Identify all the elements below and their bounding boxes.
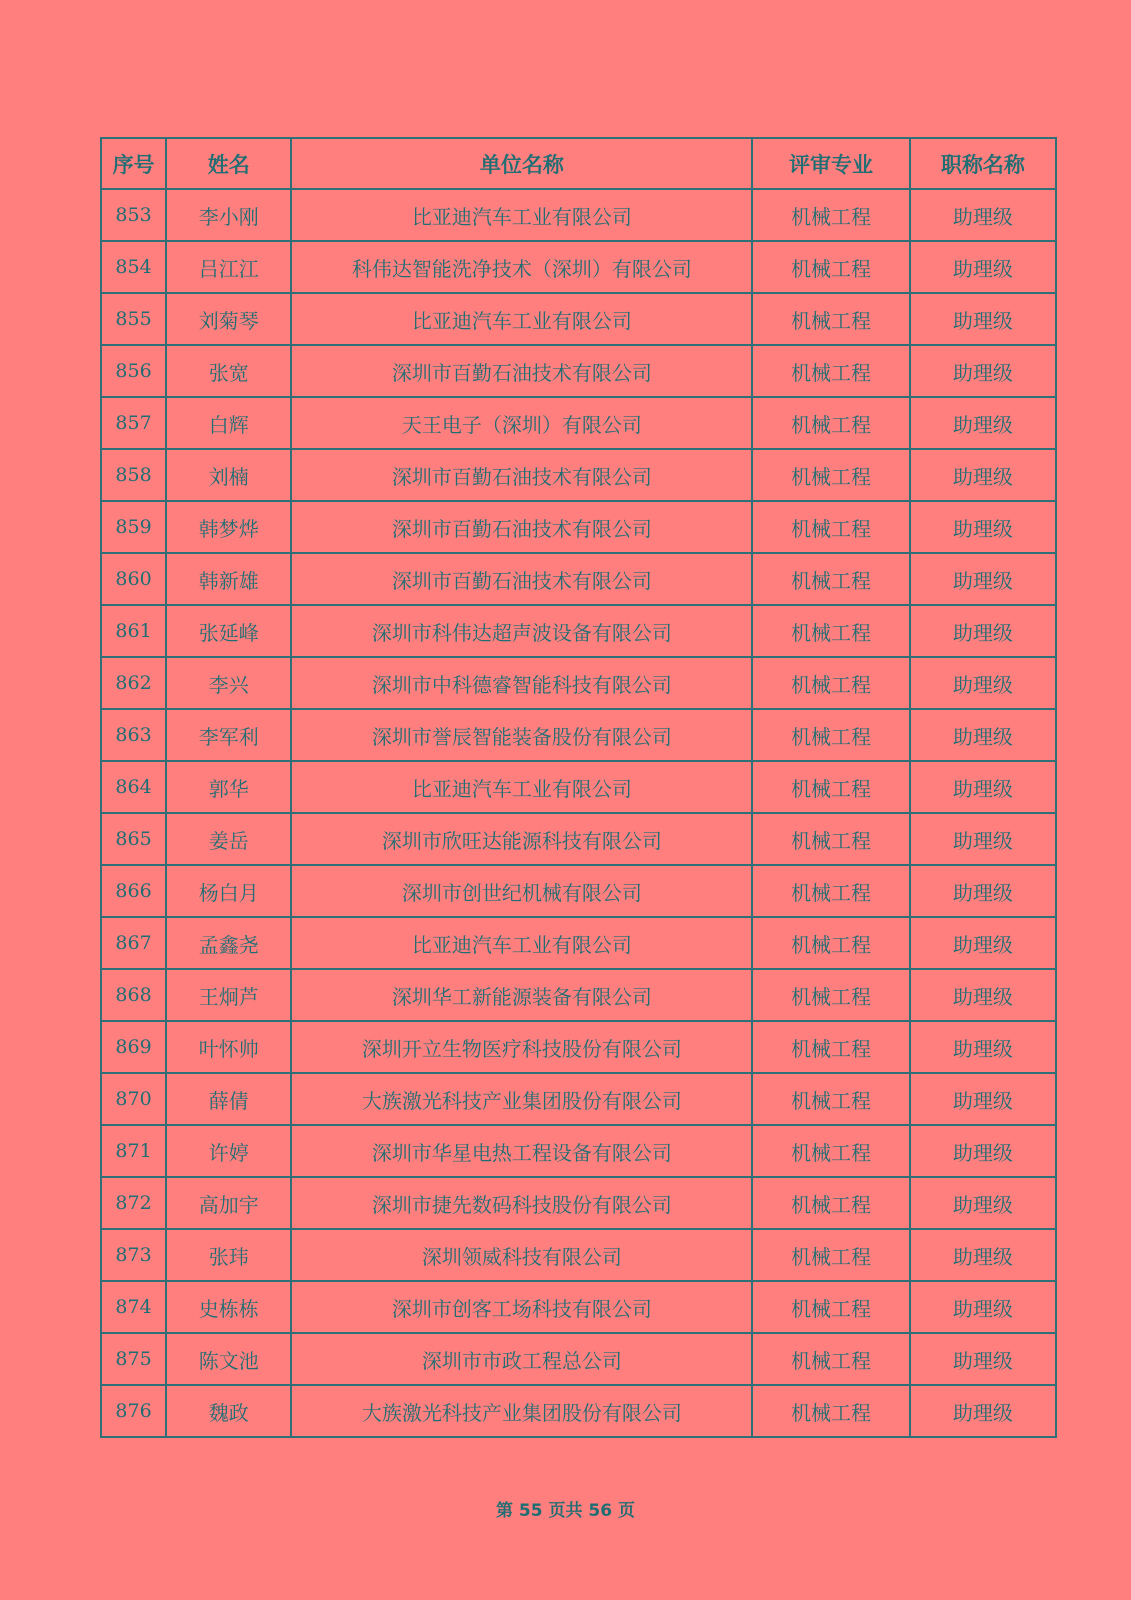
cell-review-major: 机械工程 (752, 1229, 909, 1281)
cell-name: 刘菊琴 (166, 293, 291, 345)
cell-name: 王炯芦 (166, 969, 291, 1021)
cell-review-major: 机械工程 (752, 397, 909, 449)
cell-serial-number: 864 (101, 761, 166, 813)
cell-serial-number: 862 (101, 657, 166, 709)
cell-name: 高加宇 (166, 1177, 291, 1229)
cell-serial-number: 876 (101, 1385, 166, 1437)
cell-title-name: 助理级 (910, 189, 1056, 241)
cell-serial-number: 863 (101, 709, 166, 761)
cell-unit-name: 比亚迪汽车工业有限公司 (291, 761, 752, 813)
cell-unit-name: 深圳市百勤石油技术有限公司 (291, 501, 752, 553)
cell-review-major: 机械工程 (752, 605, 909, 657)
cell-review-major: 机械工程 (752, 1021, 909, 1073)
header-name: 姓名 (166, 138, 291, 189)
table-body (101, 189, 1056, 1437)
table-row (101, 1385, 1056, 1437)
cell-name: 陈文池 (166, 1333, 291, 1385)
cell-name: 叶怀帅 (166, 1021, 291, 1073)
cell-serial-number: 858 (101, 449, 166, 501)
table-row (101, 865, 1056, 917)
cell-review-major: 机械工程 (752, 1385, 909, 1437)
table-row (101, 813, 1056, 865)
cell-review-major: 机械工程 (752, 1333, 909, 1385)
cell-serial-number: 875 (101, 1333, 166, 1385)
cell-title-name: 助理级 (910, 449, 1056, 501)
cell-serial-number: 859 (101, 501, 166, 553)
table-row (101, 1021, 1056, 1073)
cell-unit-name: 深圳市捷先数码科技股份有限公司 (291, 1177, 752, 1229)
cell-serial-number: 861 (101, 605, 166, 657)
cell-name: 薛倩 (166, 1073, 291, 1125)
cell-review-major: 机械工程 (752, 657, 909, 709)
cell-serial-number: 860 (101, 553, 166, 605)
cell-review-major: 机械工程 (752, 917, 909, 969)
cell-title-name: 助理级 (910, 917, 1056, 969)
cell-review-major: 机械工程 (752, 865, 909, 917)
cell-unit-name: 深圳市百勤石油技术有限公司 (291, 553, 752, 605)
cell-name: 韩梦烨 (166, 501, 291, 553)
cell-title-name: 助理级 (910, 293, 1056, 345)
header-review-major: 评审专业 (752, 138, 909, 189)
cell-review-major: 机械工程 (752, 709, 909, 761)
cell-unit-name: 深圳市誉辰智能装备股份有限公司 (291, 709, 752, 761)
cell-name: 孟鑫尧 (166, 917, 291, 969)
table-row (101, 241, 1056, 293)
table-row (101, 553, 1056, 605)
cell-title-name: 助理级 (910, 553, 1056, 605)
cell-unit-name: 比亚迪汽车工业有限公司 (291, 189, 752, 241)
cell-review-major: 机械工程 (752, 1125, 909, 1177)
table-row (101, 969, 1056, 1021)
cell-title-name: 助理级 (910, 657, 1056, 709)
cell-serial-number: 865 (101, 813, 166, 865)
cell-unit-name: 深圳华工新能源装备有限公司 (291, 969, 752, 1021)
cell-title-name: 助理级 (910, 1385, 1056, 1437)
cell-review-major: 机械工程 (752, 1177, 909, 1229)
cell-name: 刘楠 (166, 449, 291, 501)
cell-title-name: 助理级 (910, 1073, 1056, 1125)
cell-name: 杨白月 (166, 865, 291, 917)
cell-serial-number: 874 (101, 1281, 166, 1333)
cell-serial-number: 867 (101, 917, 166, 969)
cell-unit-name: 比亚迪汽车工业有限公司 (291, 293, 752, 345)
cell-title-name: 助理级 (910, 1229, 1056, 1281)
cell-title-name: 助理级 (910, 709, 1056, 761)
table-row (101, 345, 1056, 397)
cell-review-major: 机械工程 (752, 501, 909, 553)
cell-title-name: 助理级 (910, 241, 1056, 293)
cell-title-name: 助理级 (910, 813, 1056, 865)
table-row (101, 761, 1056, 813)
cell-name: 张延峰 (166, 605, 291, 657)
table-row (101, 605, 1056, 657)
cell-unit-name: 深圳市科伟达超声波设备有限公司 (291, 605, 752, 657)
cell-name: 郭华 (166, 761, 291, 813)
cell-unit-name: 深圳市欣旺达能源科技有限公司 (291, 813, 752, 865)
cell-review-major: 机械工程 (752, 1073, 909, 1125)
cell-unit-name: 深圳市市政工程总公司 (291, 1333, 752, 1385)
cell-serial-number: 873 (101, 1229, 166, 1281)
table-row (101, 1229, 1056, 1281)
cell-title-name: 助理级 (910, 605, 1056, 657)
cell-serial-number: 871 (101, 1125, 166, 1177)
cell-unit-name: 天王电子（深圳）有限公司 (291, 397, 752, 449)
cell-unit-name: 比亚迪汽车工业有限公司 (291, 917, 752, 969)
cell-unit-name: 大族激光科技产业集团股份有限公司 (291, 1385, 752, 1437)
header-unit-name: 单位名称 (291, 138, 752, 189)
table-row (101, 397, 1056, 449)
cell-review-major: 机械工程 (752, 969, 909, 1021)
cell-unit-name: 深圳市创客工场科技有限公司 (291, 1281, 752, 1333)
cell-review-major: 机械工程 (752, 1281, 909, 1333)
cell-name: 魏政 (166, 1385, 291, 1437)
table-header-row (101, 138, 1056, 189)
cell-serial-number: 869 (101, 1021, 166, 1073)
table-row (101, 1281, 1056, 1333)
cell-unit-name: 深圳市百勤石油技术有限公司 (291, 345, 752, 397)
cell-title-name: 助理级 (910, 761, 1056, 813)
cell-serial-number: 854 (101, 241, 166, 293)
cell-title-name: 助理级 (910, 345, 1056, 397)
cell-serial-number: 853 (101, 189, 166, 241)
table-row (101, 1177, 1056, 1229)
table-row (101, 501, 1056, 553)
cell-title-name: 助理级 (910, 501, 1056, 553)
cell-name: 史栋栋 (166, 1281, 291, 1333)
cell-review-major: 机械工程 (752, 189, 909, 241)
table-row (101, 709, 1056, 761)
cell-name: 白辉 (166, 397, 291, 449)
table-row (101, 1125, 1056, 1177)
cell-title-name: 助理级 (910, 1177, 1056, 1229)
cell-serial-number: 856 (101, 345, 166, 397)
cell-title-name: 助理级 (910, 1125, 1056, 1177)
cell-review-major: 机械工程 (752, 241, 909, 293)
table-row (101, 657, 1056, 709)
cell-title-name: 助理级 (910, 1333, 1056, 1385)
cell-title-name: 助理级 (910, 1281, 1056, 1333)
cell-review-major: 机械工程 (752, 553, 909, 605)
cell-serial-number: 857 (101, 397, 166, 449)
cell-serial-number: 855 (101, 293, 166, 345)
cell-title-name: 助理级 (910, 865, 1056, 917)
cell-review-major: 机械工程 (752, 449, 909, 501)
cell-unit-name: 深圳市百勤石油技术有限公司 (291, 449, 752, 501)
cell-name: 李小刚 (166, 189, 291, 241)
cell-name: 韩新雄 (166, 553, 291, 605)
cell-title-name: 助理级 (910, 1021, 1056, 1073)
cell-name: 许婷 (166, 1125, 291, 1177)
cell-unit-name: 深圳市华星电热工程设备有限公司 (291, 1125, 752, 1177)
table-row (101, 1333, 1056, 1385)
personnel-table (100, 137, 1057, 1438)
header-title-name: 职称名称 (910, 138, 1056, 189)
page-number-footer: 第 55 页共 56 页 (496, 1501, 635, 1521)
cell-name: 张玮 (166, 1229, 291, 1281)
cell-name: 姜岳 (166, 813, 291, 865)
cell-serial-number: 868 (101, 969, 166, 1021)
header-serial-number: 序号 (101, 138, 166, 189)
cell-name: 李兴 (166, 657, 291, 709)
cell-review-major: 机械工程 (752, 345, 909, 397)
cell-review-major: 机械工程 (752, 813, 909, 865)
table-row (101, 917, 1056, 969)
cell-title-name: 助理级 (910, 397, 1056, 449)
cell-serial-number: 866 (101, 865, 166, 917)
cell-serial-number: 870 (101, 1073, 166, 1125)
cell-unit-name: 深圳市创世纪机械有限公司 (291, 865, 752, 917)
cell-name: 张宽 (166, 345, 291, 397)
table-row (101, 1073, 1056, 1125)
cell-unit-name: 深圳开立生物医疗科技股份有限公司 (291, 1021, 752, 1073)
table-row (101, 189, 1056, 241)
cell-review-major: 机械工程 (752, 293, 909, 345)
table-row (101, 449, 1056, 501)
cell-serial-number: 872 (101, 1177, 166, 1229)
cell-unit-name: 科伟达智能洗净技术（深圳）有限公司 (291, 241, 752, 293)
cell-unit-name: 大族激光科技产业集团股份有限公司 (291, 1073, 752, 1125)
cell-name: 李军利 (166, 709, 291, 761)
cell-name: 吕江江 (166, 241, 291, 293)
cell-title-name: 助理级 (910, 969, 1056, 1021)
table-row (101, 293, 1056, 345)
cell-unit-name: 深圳市中科德睿智能科技有限公司 (291, 657, 752, 709)
cell-review-major: 机械工程 (752, 761, 909, 813)
cell-unit-name: 深圳领威科技有限公司 (291, 1229, 752, 1281)
